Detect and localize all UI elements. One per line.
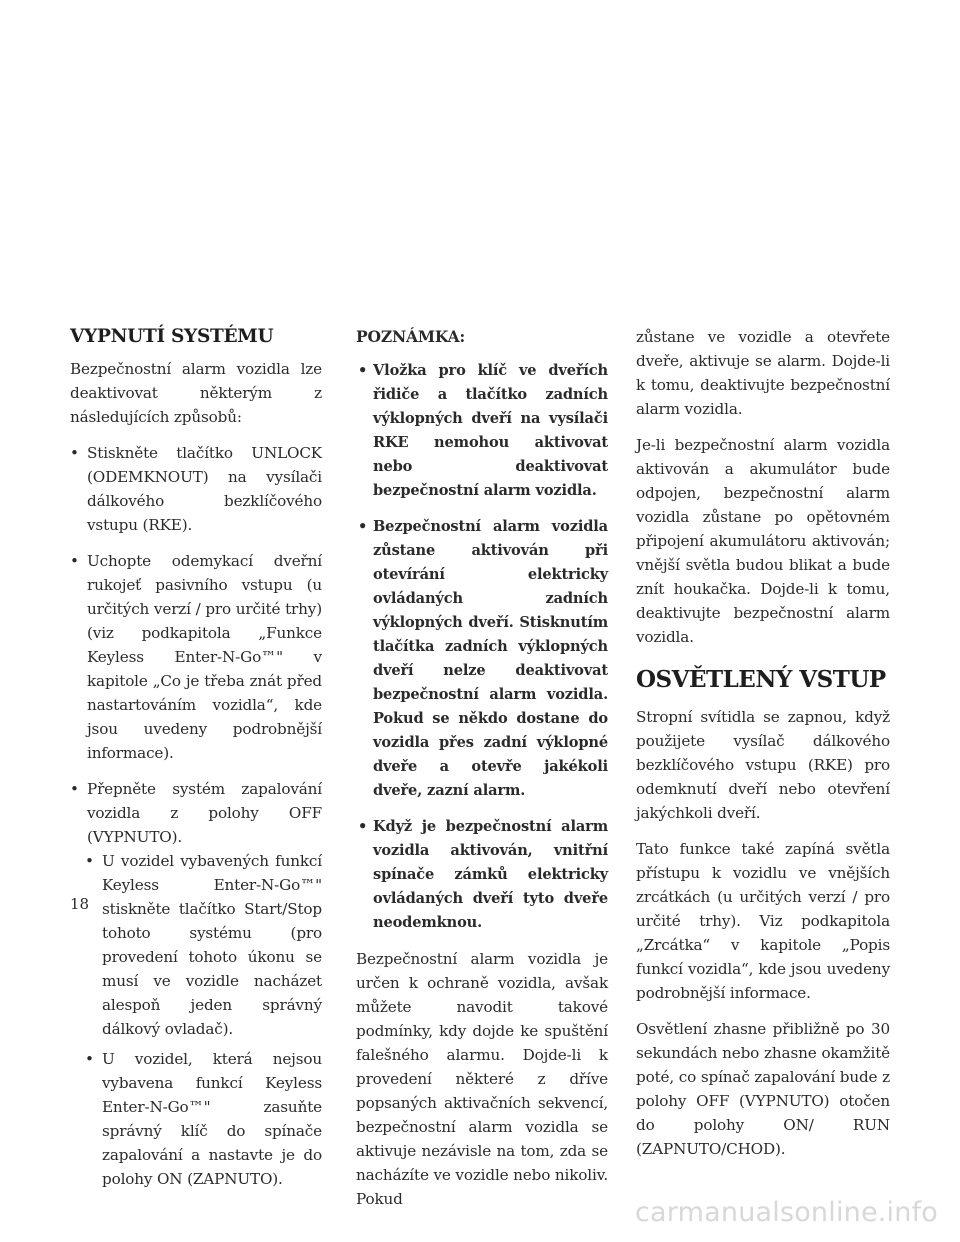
section-heading-illuminated-entry: OSVĚTLENÝ VSTUP <box>636 666 886 693</box>
middle-column <box>356 325 608 1223</box>
list-item <box>70 777 322 1191</box>
bullet-icon: • <box>358 362 368 379</box>
watermark: carmanualsonline.info <box>635 1197 938 1228</box>
left-column <box>70 325 322 1203</box>
disarm-methods-list <box>70 441 322 1191</box>
bullet-icon: • <box>70 444 79 462</box>
sub-list-item <box>70 849 322 1041</box>
right-column <box>636 325 890 1173</box>
bullet-icon: • <box>85 1050 94 1068</box>
note-item <box>356 515 608 803</box>
sub-list-item-text: U vozidel, která nejsou vybavena funkcí Keyless Enter-N-Go™" zasuňte správný klíč do spínače zapalování a nastavte je do polohy ON (ZAPNUTO). <box>102 1050 322 1188</box>
bullet-icon: • <box>358 818 368 835</box>
list-item-text: Přepněte systém zapalování vozidla z polohy OFF (VYPNUTO). <box>87 780 322 846</box>
note-item-text: Bezpečnostní alarm vozidla zůstane aktivován při otevírání elektricky ovládaných zadních výklopných dveří. Stisknutím tlačítka zadních výklopných dveří nelze deaktivovat bezpečnostní alarm vozidla. Pokud se někdo dostane do vozidla přes zadní výklopné dveře a otevře jakékoli dveře, zazní alarm. <box>373 518 608 799</box>
dome-lights-paragraph: Stropní svítidla se zapnou, když použijete vysílač dálkového bezklíčového vstupu (RKE) pro odemknutí dveří nebo otevření jakýchkoli dveří. <box>636 708 890 822</box>
section-heading-system-off: VYPNUTÍ SYSTÉMU <box>70 326 274 347</box>
bullet-icon: • <box>358 518 368 535</box>
notes-list <box>356 359 608 935</box>
bullet-icon: • <box>70 780 79 798</box>
list-item <box>70 441 322 537</box>
mirror-lights-paragraph: Tato funkce také zapíná světla přístupu k vozidlu ve vnějších zrcátkách (u určitých verzí / pro určité trhy). Viz podkapitola „Zrcátka“ v kapitole „Popis funkcí vozidla“, kde jsou uvedeny podrobnější informace. <box>636 840 890 1002</box>
ignition-sub-list <box>70 849 322 1191</box>
continuation-paragraph: zůstane ve vozidle a otevřete dveře, aktivuje se alarm. Dojde-li k tomu, deaktivujte bezpečnostní alarm vozidla. <box>636 328 890 418</box>
note-item-text: Když je bezpečnostní alarm vozidla aktivován, vnitřní spínače zámků elektricky ovládaných dveří tyto dveře neodemknou. <box>373 818 608 931</box>
lights-off-paragraph: Osvětlení zhasne přibližně po 30 sekundách nebo zhasne okamžitě poté, co spínač zapalování bude z polohy OFF (VYPNUTO) otočen do polohy ON/ RUN (ZAPNUTO/CHOD). <box>636 1020 890 1158</box>
note-item-text: Vložka pro klíč ve dveřích řidiče a tlačítko zadních výklopných dveří na vysílači RKE nemohou aktivovat nebo deaktivovat bezpečnostní alarm vozidla. <box>373 362 608 499</box>
sub-list-item-text: U vozidel vybavených funkcí Keyless Enter-N-Go™" stiskněte tlačítko Start/Stop tohoto systému (pro provedení tohoto úkonu se musí ve vozidle nacházet alespoň jeden správný dálkový ovladač). <box>102 852 322 1038</box>
list-item-text: Stiskněte tlačítko UNLOCK (ODEMKNOUT) na vysílači dálkového bezklíčového vstupu (RKE). <box>87 444 322 534</box>
note-item <box>356 815 608 935</box>
intro-paragraph: Bezpečnostní alarm vozidla lze deaktivovat některým z následujících způsobů: <box>70 360 322 426</box>
battery-paragraph: Je-li bezpečnostní alarm vozidla aktivován a akumulátor bude odpojen, bezpečnostní alarm vozidla zůstane po opětovném připojení akumulátoru aktivován; vnější světla budou blikat a bude znít houkačka. Dojde-li k tomu, deaktivujte bezpečnostní alarm vozidla. <box>636 436 890 646</box>
alarm-paragraph: Bezpečnostní alarm vozidla je určen k ochraně vozidla, avšak můžete navodit takové podmínky, kdy dojde ke spuštění falešného alarmu. Dojde-li k provedení některé z dříve popsaných aktivačních sekvencí, bezpečnostní alarm vozidla se aktivuje nezávisle na tom, zda se nacházíte ve vozidle nebo nikoliv. Pokud <box>356 950 608 1208</box>
list-item-text: Uchopte odemykací dveřní rukojeť pasivního vstupu (u určitých verzí / pro určité trhy) (viz podkapitola „Funkce Keyless Enter-N-Go™" v kapitole „Co je třeba znát před nastartováním vozidla“, kde jsou uvedeny podrobnější informace). <box>87 552 322 762</box>
list-item <box>70 549 322 765</box>
bullet-icon: • <box>70 552 79 570</box>
bullet-icon: • <box>85 852 94 870</box>
page-number: 18 <box>70 895 90 913</box>
note-heading: POZNÁMKA: <box>356 327 466 346</box>
note-item <box>356 359 608 503</box>
sub-list-item <box>70 1047 322 1191</box>
